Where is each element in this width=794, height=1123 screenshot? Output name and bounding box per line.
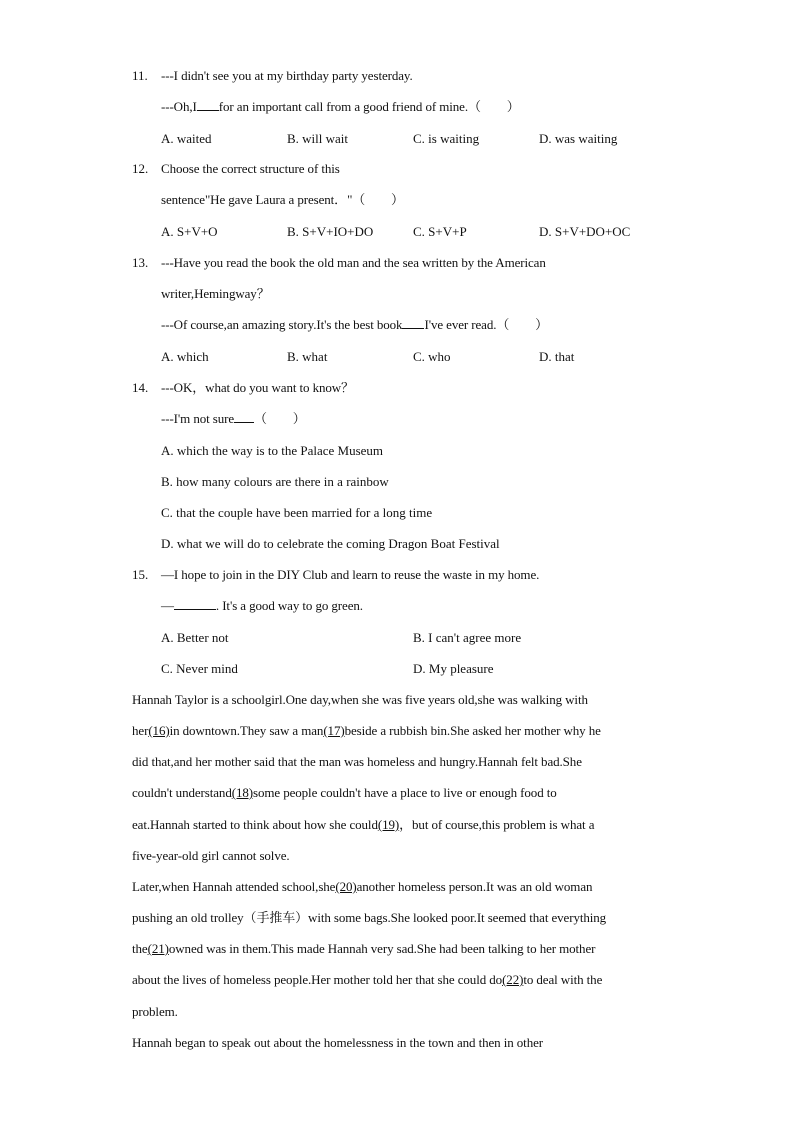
passage-line: eat.Hannah started to think about how she could(19)，but of course,this problem is what a [132, 817, 595, 832]
answer-blank [234, 410, 254, 423]
cloze-blank-18[interactable]: (18) [231, 785, 253, 800]
question-stem: ---Oh,I for an important call from a good friend of mine.（ ） [161, 99, 520, 114]
option-c[interactable]: C. who [413, 349, 451, 364]
question-stem: Choose the correct structure of this [161, 161, 340, 176]
passage-line: the(21)owned was in them.This made Hannah very sad.She had been talking to her mother [132, 941, 596, 956]
passage-line: about the lives of homeless people.Her mother told her that she could do(22)to deal with the [132, 972, 603, 987]
passage-line: her(16)in downtown.They saw a man(17)beside a rubbish bin.She asked her mother why he [132, 723, 601, 738]
cloze-blank-17[interactable]: (17) [323, 723, 345, 738]
cloze-blank-21[interactable]: (21) [147, 941, 169, 956]
question-stem: ---Have you read the book the old man and the sea written by the American [161, 255, 546, 270]
cloze-blank-19[interactable]: (19) [377, 817, 400, 832]
option-c[interactable]: C. S+V+P [413, 224, 467, 239]
option-b[interactable]: B. will wait [287, 131, 349, 146]
answer-blank [197, 98, 219, 111]
passage-line: couldn't understand(18)some people couldn't have a place to live or enough food to [132, 785, 557, 800]
passage-line: pushing an old trolley（手推车）with some bags.She looked poor.It seemed that everything [132, 910, 607, 925]
passage-line: Hannah Taylor is a schoolgirl.One day,when she was five years old,she was walking with [132, 692, 588, 707]
question-stem: ---OK，what do you want to know？ [161, 380, 354, 395]
question-number: 12. [132, 161, 149, 176]
passage-line: Hannah began to speak out about the homelessness in the town and then in other [132, 1035, 543, 1050]
question-stem: — . It's a good way to go green. [161, 598, 363, 613]
option-d[interactable]: D. that [539, 349, 575, 364]
question-stem: ---I'm not sure （ ） [161, 411, 306, 426]
option-a[interactable]: A. which [161, 349, 209, 364]
question-number: 11. [132, 68, 148, 83]
option-b[interactable]: B. I can't agree more [413, 630, 522, 645]
option-d[interactable]: D. what we will do to celebrate the coming Dragon Boat Festival [161, 536, 500, 551]
question-stem: —I hope to join in the DIY Club and learn to reuse the waste in my home. [161, 567, 540, 582]
question-number: 13. [132, 255, 149, 270]
passage-line: problem. [132, 1004, 178, 1019]
question-stem: ---Of course,an amazing story.It's the best book I've ever read.（ ） [161, 317, 548, 332]
question-number: 14. [132, 380, 149, 395]
option-b[interactable]: B. how many colours are there in a rainbow [161, 474, 389, 489]
cloze-blank-20[interactable]: (20) [335, 879, 357, 894]
question-number: 15. [132, 567, 149, 582]
cloze-blank-16[interactable]: (16) [148, 723, 170, 738]
option-a[interactable]: A. S+V+O [161, 224, 218, 239]
answer-blank [174, 597, 216, 610]
answer-blank [402, 316, 424, 329]
passage-line: Later,when Hannah attended school,she(20)another homeless person.It was an old woman [132, 879, 593, 894]
option-a[interactable]: A. which the way is to the Palace Museum [161, 443, 384, 458]
option-c[interactable]: C. that the couple have been married for a long time [161, 505, 433, 520]
cloze-blank-22[interactable]: (22) [502, 972, 524, 987]
option-b[interactable]: B. S+V+IO+DO [287, 224, 374, 239]
question-stem: writer,Hemingway？ [161, 286, 270, 301]
option-c[interactable]: C. is waiting [413, 131, 480, 146]
option-a[interactable]: A. waited [161, 131, 212, 146]
passage-line: did that,and her mother said that the man was homeless and hungry.Hannah felt bad.She [132, 754, 582, 769]
option-a[interactable]: A. Better not [161, 630, 229, 645]
question-stem: ---I didn't see you at my birthday party yesterday. [161, 68, 413, 83]
option-b[interactable]: B. what [287, 349, 328, 364]
option-d[interactable]: D. was waiting [539, 131, 618, 146]
option-d[interactable]: D. S+V+DO+OC [539, 224, 631, 239]
option-d[interactable]: D. My pleasure [413, 661, 494, 676]
option-c[interactable]: C. Never mind [161, 661, 238, 676]
question-stem: sentence"He gave Laura a present．"（ ） [161, 192, 404, 207]
passage-line: five-year-old girl cannot solve. [132, 848, 290, 863]
